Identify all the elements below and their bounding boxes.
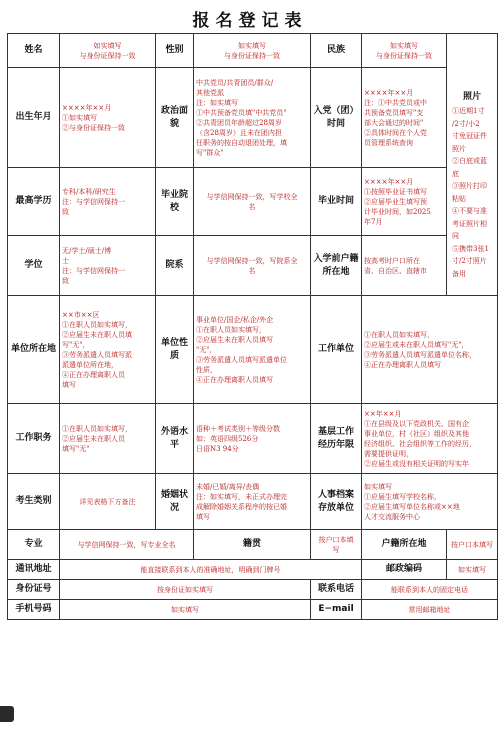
email-label: E−mail bbox=[311, 600, 362, 620]
form-row bbox=[8, 560, 498, 580]
email-field[interactable]: 常用邮箱地址 bbox=[362, 600, 498, 620]
job-title-label: 工作职务 bbox=[8, 404, 60, 474]
registration-form bbox=[7, 33, 498, 620]
photo-label: 照片 bbox=[462, 92, 481, 102]
unit-nature-field[interactable]: 事业单位/国企/私企/外企 ①在职人员如实填写， ②应届生未在职人员填写 "无"， ③劳务派遣人员填写派遣单位 性质， ④正在办理离职人员填写 bbox=[194, 296, 311, 404]
birth-field[interactable]: ××××年××月 ①如实填写 ②与身份证保持一致 bbox=[60, 68, 156, 168]
form-row bbox=[8, 296, 498, 404]
school-field[interactable]: 与学信网保持一致，写学校全 名 bbox=[194, 168, 311, 236]
form-row bbox=[8, 580, 498, 600]
form-row bbox=[8, 34, 498, 68]
form-row bbox=[8, 600, 498, 620]
residence-label: 户籍所在地 bbox=[362, 530, 447, 560]
work-unit-field[interactable]: ①在职人员如实填写， ②应届生或未在职人员填写"无"， ③劳务派遣人员填写派遣单位名称， ④正在办理离职人员填写 bbox=[362, 296, 498, 404]
major-label: 专业 bbox=[8, 530, 60, 560]
residence-field[interactable]: 按户口本填写 bbox=[447, 530, 498, 560]
ethnicity-field[interactable]: 如实填写 与身份证保持一致 bbox=[362, 34, 447, 68]
form-row bbox=[8, 68, 498, 168]
grassroots-label: 基层工作 经历年限 bbox=[311, 404, 362, 474]
party-date-label: 入党（团） 时间 bbox=[311, 68, 362, 168]
job-title-field[interactable]: ①在职人员如实填写， ②应届生未在职人员 填写"无" bbox=[60, 404, 156, 474]
marital-field[interactable]: 未婚/已婚/离异/丧偶 注：如实填写，未正式办理完 成解除婚姻关系程序的按已婚 填写 bbox=[194, 474, 311, 530]
id-number-label: 身份证号 bbox=[8, 580, 60, 600]
id-number-field[interactable]: 按身份证如实填写 bbox=[60, 580, 311, 600]
graduation-field[interactable]: ××××年××月 ①按照毕业证书填写 ②应届毕业生填写预 计毕业时间，如2025 年7月 bbox=[362, 168, 447, 236]
major-field[interactable]: 与学信网保持一致，写专业全名 bbox=[60, 530, 194, 560]
mobile-label: 手机号码 bbox=[8, 600, 60, 620]
hukou-field[interactable]: 按高考时户口所在 省、自治区、直辖市 bbox=[362, 236, 447, 296]
native-place-field[interactable]: 按户口本填 写 bbox=[311, 530, 362, 560]
form-row bbox=[8, 236, 498, 296]
party-date-field[interactable]: ××××年××月 注：①中共党员或中 共预备党员填写"支 部大会通过的时间" ②具体时间在个人党 员管理系统查询 bbox=[362, 68, 447, 168]
language-field[interactable]: 语种＋考试类别＋等级分数 如：英语四级526分 日语N3 94分 bbox=[194, 404, 311, 474]
form-row bbox=[8, 168, 498, 236]
school-label: 毕业院校 bbox=[156, 168, 194, 236]
native-place-label: 籍贯 bbox=[194, 530, 311, 560]
phone-label: 联系电话 bbox=[311, 580, 362, 600]
form-row bbox=[8, 474, 498, 530]
marital-label: 婚姻状况 bbox=[156, 474, 194, 530]
form-row bbox=[8, 404, 498, 474]
address-label: 通讯地址 bbox=[8, 560, 60, 580]
photo-box[interactable] bbox=[447, 34, 498, 296]
unit-location-label: 单位所在地 bbox=[8, 296, 60, 404]
page-title: 报名登记表 bbox=[192, 11, 308, 31]
department-field[interactable]: 与学信网保持一致，写院系全 名 bbox=[194, 236, 311, 296]
page-edge-tab bbox=[0, 706, 14, 722]
address-field[interactable]: 能直接联系到本人的准确地址，明确到门牌号 bbox=[60, 560, 362, 580]
grassroots-field[interactable]: ××年××月 ①在县级及以下党政机关、国有企 事业单位，村（社区）组织及其他 经济组织、社会组织等工作的经历， 需要提供证明， ②应届生或没有相关证明的写实年 bbox=[362, 404, 498, 474]
archive-field[interactable]: 如实填写 ①应届生填写学校名称， ②应届生填写单位名称或××地 人才交流服务中心 bbox=[362, 474, 498, 530]
zip-label: 邮政编码 bbox=[362, 560, 447, 580]
name-field[interactable]: 如实填写 与身份证保持一致 bbox=[60, 34, 156, 68]
language-label: 外语水平 bbox=[156, 404, 194, 474]
zip-field[interactable]: 如实填写 bbox=[447, 560, 498, 580]
education-field[interactable]: 专科/本科/研究生 注：与学信网保持一 致 bbox=[60, 168, 156, 236]
phone-field[interactable]: 能联系到本人的固定电话 bbox=[362, 580, 498, 600]
unit-location-field[interactable]: ××市××区 ①在职人员如实填写， ②应届生未在职人员填 写"无"， ③劳务派遣人员填写派 派遣单位所在地， ④正在办理离职人员 填写 bbox=[60, 296, 156, 404]
politics-label: 政治面貌 bbox=[156, 68, 194, 168]
department-label: 院系 bbox=[156, 236, 194, 296]
degree-field[interactable]: 无/学士/硕士/博 士 注：与学信网保持一 致 bbox=[60, 236, 156, 296]
form-row bbox=[8, 530, 498, 560]
graduation-label: 毕业时间 bbox=[311, 168, 362, 236]
photo-requirements: ①近期1寸 /2寸/小2 寸免冠证件 照片 ②白底或蓝 底 ③照片打印 粘贴 ④不要与准 考证照片相 同 ⑤携带3张1 寸/2寸照片 备用 bbox=[452, 107, 489, 278]
politics-field[interactable]: 中共党员/共青团员/群众/ 其他党派 注：如实填写 ①中共预备党员填"中共党员" ②共青团员年龄超过28周岁 （含28周岁）且未在团内担 任职务的按自动退团处理，填 写"群众" bbox=[194, 68, 311, 168]
mobile-field[interactable]: 如实填写 bbox=[60, 600, 311, 620]
name-label: 姓名 bbox=[8, 34, 60, 68]
education-label: 最高学历 bbox=[8, 168, 60, 236]
gender-field[interactable]: 如实填写 与身份证保持一致 bbox=[194, 34, 311, 68]
gender-label: 性别 bbox=[156, 34, 194, 68]
ethnicity-label: 民族 bbox=[311, 34, 362, 68]
work-unit-label: 工作单位 bbox=[311, 296, 362, 404]
archive-label: 人事档案 存放单位 bbox=[311, 474, 362, 530]
degree-label: 学位 bbox=[8, 236, 60, 296]
unit-nature-label: 单位性质 bbox=[156, 296, 194, 404]
candidate-type-field[interactable]: 详见表格下方备注 bbox=[60, 474, 156, 530]
birth-label: 出生年月 bbox=[8, 68, 60, 168]
candidate-type-label: 考生类别 bbox=[8, 474, 60, 530]
hukou-label: 入学前户籍 所在地 bbox=[311, 236, 362, 296]
